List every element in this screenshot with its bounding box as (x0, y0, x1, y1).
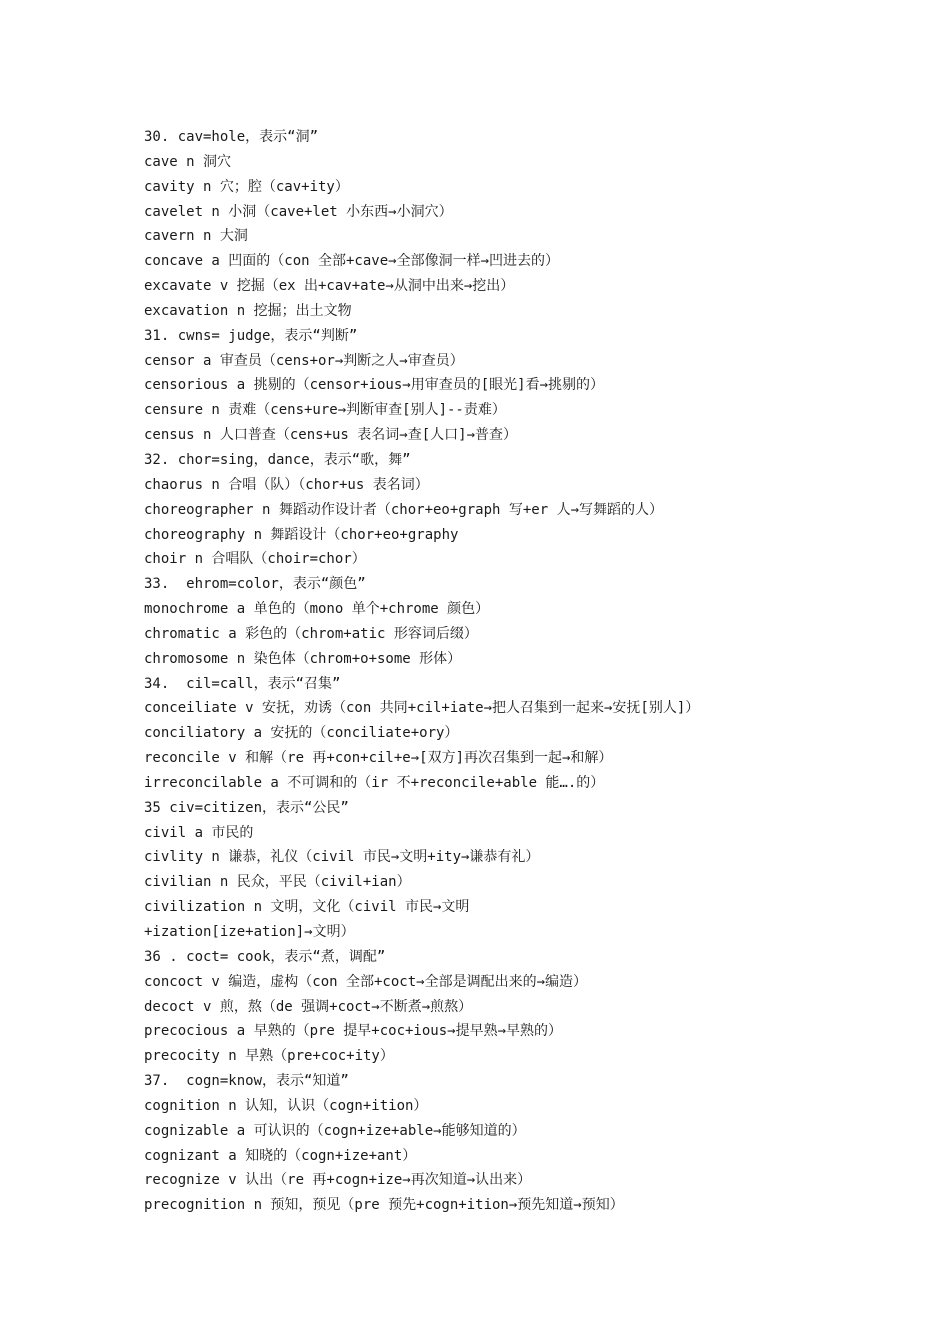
section-heading-34: 34. cil=call，表示“召集” (144, 675, 341, 692)
entry-cavelet: cavelet n 小洞（cave+let 小东西→小洞穴） (144, 203, 453, 220)
entry-chaorus: chaorus n 合唱（队）（chor+us 表名词） (144, 476, 429, 493)
entry-cavity: cavity n 穴；腔（cav+ity） (144, 178, 349, 195)
entry-choreography: choreography n 舞蹈设计（chor+eo+graphy (144, 526, 459, 543)
entry-choir: choir n 合唱队（choir=chor） (144, 551, 366, 568)
entry-cavern: cavern n 大洞 (144, 228, 248, 245)
entry-civilization-continued: +ization[ize+ation]→文明） (144, 924, 355, 940)
entry-civilian: civilian n 民众，平民（civil+ian） (144, 874, 411, 891)
section-heading-31: 31. cwns= judge，表示“判断” (144, 327, 358, 344)
entry-irreconcilable: irreconcilable a 不可调和的（ir 不+reconcile+able 能….的） (144, 774, 605, 791)
entry-civil: civil a 市民的 (144, 824, 254, 841)
entry-monochrome: monochrome a 单色的（mono 单个+chrome 颜色） (144, 601, 490, 618)
entry-census: census n 人口普查（cens+us 表名词→查[人口]→普查） (144, 427, 518, 444)
section-heading-30: 30. cav=hole，表示“洞” (144, 129, 319, 145)
entry-civilization: civilization n 文明，文化（civil 市民→文明 (144, 899, 470, 916)
entry-cognition: cognition n 认知，认识（cogn+ition） (144, 1097, 428, 1114)
entry-choreographer: choreographer n 舞蹈动作设计者（chor+eo+graph 写+er 人→写舞蹈的人） (144, 501, 664, 518)
section-heading-35: 35 civ=citizen，表示“公民” (144, 799, 349, 816)
entry-reconcile: reconcile v 和解（re 再+con+cil+e→[双方]再次召集到一起→和解） (144, 750, 613, 767)
entry-precognition: precognition n 预知，预见（pre 预先+cogn+ition→预先知道→预知） (144, 1197, 624, 1214)
entry-censor: censor a 审查员（cens+or→判断之人→审查员） (144, 352, 464, 369)
entry-excavation: excavation n 挖掘；出土文物 (144, 302, 352, 319)
entry-cognizable: cognizable a 可认识的（cogn+ize+able→能够知道的） (144, 1122, 526, 1139)
entry-recognize: recognize v 认出（re 再+cogn+ize→再次知道→认出来） (144, 1172, 532, 1189)
entry-concoct: concoct v 编造，虚构（con 全部+coct→全部是调配出来的→编造） (144, 973, 588, 990)
entry-chromosome: chromosome n 染色体（chrom+o+some 形体） (144, 650, 462, 667)
entry-concave: concave a 凹面的（con 全部+cave→全部像洞一样→凹进去的） (144, 253, 560, 270)
vocabulary-list (144, 125, 844, 1218)
entry-cave: cave n 洞穴 (144, 153, 232, 170)
entry-civlity: civlity n 谦恭，礼仪（civil 市民→文明+ity→谦恭有礼） (144, 849, 540, 866)
entry-chromatic: chromatic a 彩色的（chrom+atic 形容词后缀） (144, 625, 478, 642)
entry-conceiliate: conceiliate v 安抚，劝诱（con 共同+cil+iate→把人召集到一起来→安抚[别人]） (144, 700, 700, 717)
section-heading-37: 37. cogn=know，表示“知道” (144, 1073, 349, 1090)
section-heading-33: 33. ehrom=color，表示“颜色” (144, 576, 366, 593)
section-heading-36: 36 . coct= cook，表示“煮，调配” (144, 948, 386, 965)
entry-conciliatory: conciliatory a 安抚的（conciliate+ory） (144, 725, 459, 742)
entry-cognizant: cognizant a 知晓的（cogn+ize+ant） (144, 1147, 417, 1164)
section-heading-32: 32. chor=sing，dance，表示“歌，舞” (144, 451, 411, 468)
entry-excavate: excavate v 挖掘（ex 出+cav+ate→从洞中出来→挖出） (144, 278, 515, 295)
entry-precocity: precocity n 早熟（pre+coc+ity） (144, 1048, 394, 1065)
entry-decoct: decoct v 煎，熬（de 强调+coct→不断煮→煎熬） (144, 998, 473, 1015)
entry-censorious: censorious a 挑剔的（censor+ious→用审查员的[眼光]看→挑剔的） (144, 377, 605, 394)
entry-precocious: precocious a 早熟的（pre 提早+coc+ious→提早熟→早熟的） (144, 1023, 563, 1040)
entry-censure: censure n 责难（cens+ure→判断审查[别人]--责难） (144, 402, 506, 419)
